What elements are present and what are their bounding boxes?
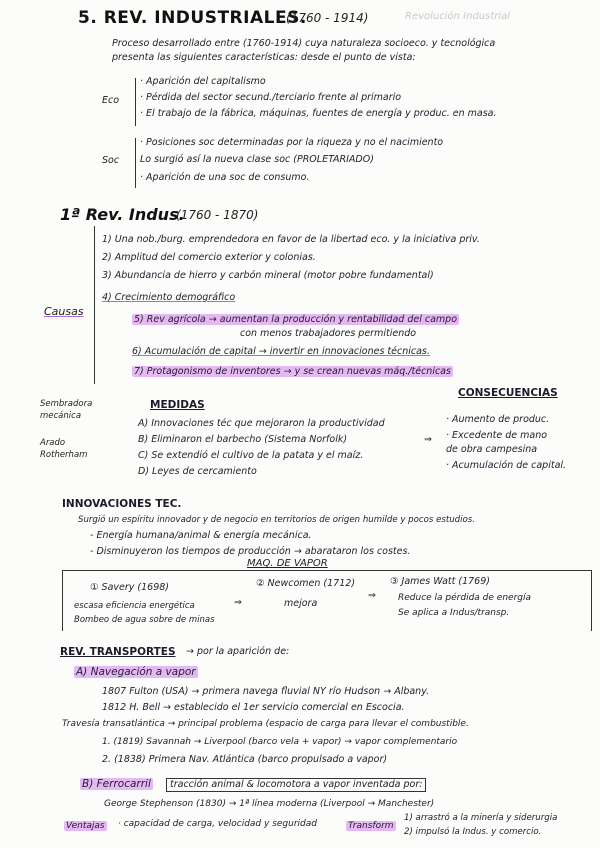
rev1-dates: (1760 - 1870) — [176, 208, 259, 222]
transportes-line: 2. (1838) Primera Nav. Atlántica (barco propulsado a vapor) — [102, 754, 388, 765]
arrow-to-consecuencias: ⇒ — [424, 434, 432, 445]
medidas-title: MEDIDAS — [150, 399, 205, 411]
page-title: 5. REV. INDUSTRIALES. — [78, 8, 307, 28]
vapor-newcomen: ② Newcomen (1712) — [256, 578, 356, 589]
vapor-savery-note: escasa eficiencia energética — [74, 601, 195, 611]
cause-item — [132, 346, 430, 358]
medidas-item: C) Se extendió el cultivo de la patata y el maíz. — [138, 450, 364, 461]
cause-4-text: 4) Crecimiento demográfico — [102, 292, 236, 303]
medidas-item: D) Leyes de cercamiento — [138, 466, 257, 477]
consecuencias-item: · Excedente de mano — [446, 430, 548, 441]
cause-item — [132, 314, 459, 326]
medidas-item: B) Eliminaron el barbecho (Sistema Norfolk) — [138, 434, 348, 445]
eco-brace — [135, 78, 136, 126]
transportes-line: 1812 H. Bell → establecido el 1er servicio comercial en Escocia. — [102, 702, 405, 713]
cause-item: 3) Abundancia de hierro y carbón mineral (motor pobre fundamental) — [102, 270, 434, 281]
innovaciones-title: INNOVACIONES TEC. — [62, 498, 182, 510]
transportes-line: 1. (1819) Savannah → Liverpool (barco vela + vapor) → vapor complementario — [102, 737, 458, 747]
transform-label — [346, 820, 396, 832]
innovaciones-line: Surgió un espíritu innovador y de negocio en territorios de origen humilde y pocos estudios. — [78, 515, 475, 525]
vapor-savery: ① Savery (1698) — [90, 582, 169, 593]
innovaciones-line: - Disminuyeron los tiempos de producción → abarataron los costes. — [90, 546, 411, 557]
transform-note: 2) impulsó la Indus. y comercio. — [404, 827, 542, 837]
soc-item: Lo surgió así la nueva clase soc (PROLETARIADO) — [140, 154, 374, 165]
transportes-line: Travesía transatlántica → principal problema (espacio de carga para llevar el combustible. — [62, 719, 469, 729]
medidas-item: A) Innovaciones téc que mejoraron la productividad — [138, 418, 385, 429]
vapor-savery-note: Bombeo de agua sobre de minas — [74, 615, 215, 625]
intro-line-2: presenta las siguientes características: desde el punto de vista: — [112, 52, 416, 63]
transform-note: 1) arrastró a la minería y siderurgia — [404, 813, 558, 823]
transportes-title: REV. TRANSPORTES — [60, 646, 176, 658]
soc-item: · Posiciones soc determinadas por la riqueza y no el nacimiento — [140, 137, 444, 148]
consecuencias-title: CONSECUENCIAS — [458, 387, 558, 399]
cause-6-text: 6) Acumulación de capital → invertir en innovaciones técnicas. — [132, 346, 430, 357]
causas-box — [94, 226, 575, 384]
soc-brace — [135, 138, 136, 188]
eco-label: Eco — [102, 95, 120, 106]
vapor-watt-note: Reduce la pérdida de energía — [398, 593, 532, 603]
cause-7-text: 7) Protagonismo de inventores → y se crean nuevas máq./técnicas — [134, 366, 451, 377]
eco-item: · Aparición del capitalismo — [140, 76, 266, 87]
consecuencias-item: de obra campesina — [446, 444, 538, 455]
transportes-line: 1807 Fulton (USA) → primera navega fluvial NY río Hudson → Albany. — [102, 686, 430, 697]
vapor-watt: ③ James Watt (1769) — [390, 576, 490, 587]
title-dates: (1760 - 1914) — [286, 11, 369, 25]
eco-item: · El trabajo de la fábrica, máquinas, fuentes de energía y produc. en masa. — [140, 108, 497, 119]
causas-label: Causas — [44, 305, 84, 318]
transform-tag: Transform — [348, 821, 394, 831]
cause-item: 2) Amplitud del comercio exterior y colonias. — [102, 252, 316, 263]
intro-line-1: Proceso desarrollado entre (1760-1914) cuya naturaleza socioeco. y tecnológica — [112, 38, 496, 49]
consecuencias-item: · Aumento de produc. — [446, 414, 550, 425]
rev1-title: 1ª Rev. Indus. — [60, 205, 185, 224]
vapor-newcomen-note: mejora — [284, 598, 318, 609]
consecuencias-item: · Acumulación de capital. — [446, 460, 567, 471]
cause-item — [132, 366, 453, 378]
transportes-subtitle: → por la aparición de: — [186, 646, 290, 657]
vapor-arrow: ⇒ — [234, 597, 242, 608]
cause-item — [102, 292, 235, 304]
ventajas-label — [64, 820, 107, 832]
soc-label: Soc — [102, 155, 120, 166]
navegacion-title — [74, 666, 198, 678]
arado-note: Arado Rotherham — [40, 438, 88, 460]
sembradora-note: Sembradora mecánica — [40, 399, 93, 421]
cause-item: con menos trabajadores permitiendo — [240, 328, 417, 339]
ventajas-text: · capacidad de carga, velocidad y seguridad — [118, 819, 317, 829]
vapor-arrow: ⇒ — [368, 590, 376, 601]
navegacion-label: A) Navegación a vapor — [76, 666, 196, 678]
eco-item: · Pérdida del sector secund./terciario frente al primario — [140, 92, 402, 103]
ferrocarril-label: B) Ferrocarril — [82, 778, 151, 790]
soc-item: · Aparición de una soc de consumo. — [140, 172, 310, 183]
cause-5-text: 5) Rev agrícola → aumentan la producción y rentabilidad del campo — [134, 314, 458, 325]
vapor-watt-note: Se aplica a Indus/transp. — [398, 608, 510, 618]
faint-heading: Revolución Industrial — [405, 11, 511, 22]
cause-item: 1) Una nob./burg. emprendedora en favor de la libertad eco. y la iniciativa priv. — [102, 234, 480, 245]
ventajas-tag: Ventajas — [66, 821, 105, 831]
ferrocarril-line: tracción animal & locomotora a vapor inventada por: — [166, 778, 426, 792]
ferrocarril-title — [80, 778, 153, 790]
innovaciones-line: - Energía humana/animal & energía mecánica. — [90, 530, 312, 541]
stephenson-line: George Stephenson (1830) → 1ª línea moderna (Liverpool → Manchester) — [104, 799, 435, 809]
vapor-title: MAQ. DE VAPOR — [243, 558, 332, 569]
